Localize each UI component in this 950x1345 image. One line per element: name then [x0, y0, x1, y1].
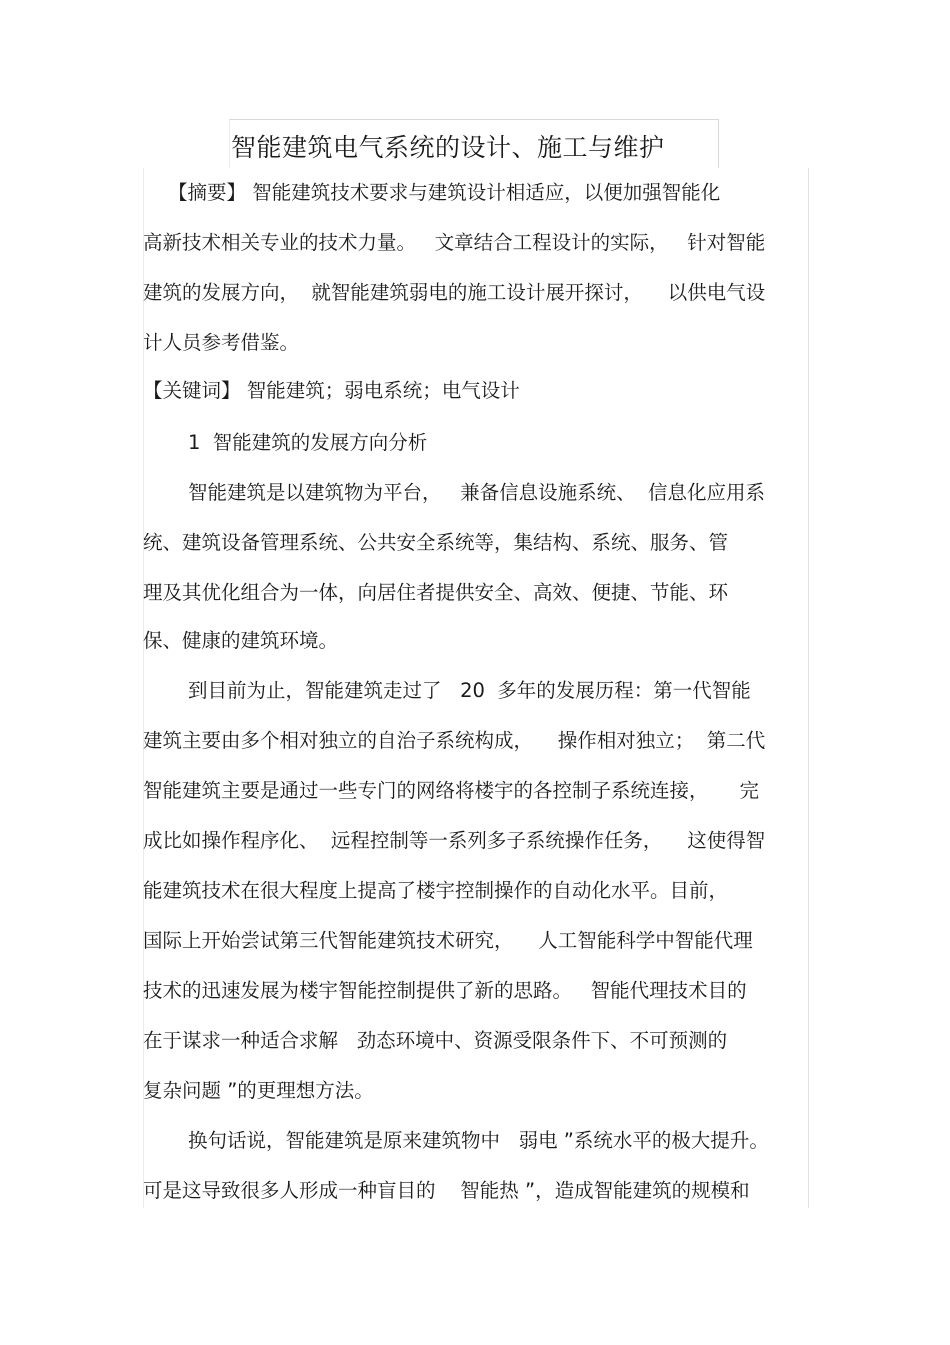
text-line: 到目前为止，智能建筑走过了 20 多年的发展历程：第一代智能 — [188, 679, 751, 702]
text-line: 计人员参考借鉴。 — [143, 331, 300, 354]
text-line: 智能建筑是以建筑物为平台， 兼备信息设施系统、 信息化应用系 — [188, 481, 765, 504]
text-line: 【摘要】 智能建筑技术要求与建筑设计相适应，以便加强智能化 — [168, 181, 721, 204]
text-line: 在于谋求一种适合求解 劲态环境中、资源受限条件下、不可预测的 — [143, 1029, 728, 1052]
text-line: 【关键词】 智能建筑；弱电系统；电气设计 — [143, 379, 520, 402]
text-line: 能建筑技术在很大程度上提高了楼宇控制操作的自动化水平。目前， — [143, 879, 729, 902]
text-line: 理及其优化组合为一体，向居住者提供安全、高效、便捷、节能、环 — [143, 581, 729, 604]
text-line: 可是这导致很多人形成一种盲目的 智能热 ”，造成智能建筑的规模和 — [143, 1179, 750, 1202]
text-line: 复杂问题 ”的更理想方法。 — [143, 1079, 374, 1102]
text-line: 国际上开始尝试第三代智能建筑技术研究， 人工智能科学中智能代理 — [143, 929, 753, 952]
text-line: 保、健康的建筑环境。 — [143, 629, 339, 652]
text-line: 建筑主要由多个相对独立的自治子系统构成， 操作相对独立； 第二代 — [143, 729, 766, 752]
text-line: 技术的迅速发展为楼宇智能控制提供了新的思路。 智能代理技术目的 — [143, 979, 747, 1002]
text-line: 高新技术相关专业的技术力量。 文章结合工程设计的实际， 针对智能 — [143, 231, 766, 254]
section-heading: 1 智能建筑的发展方向分析 — [188, 431, 428, 454]
text-line: 换句话说，智能建筑是原来建筑物中 弱电 ”系统水平的极大提升。 — [188, 1129, 769, 1152]
document-title: 智能建筑电气系统的设计、施工与维护 — [231, 133, 665, 162]
text-line: 智能建筑主要是通过一些专门的网络将楼宇的各控制子系统连接， 完 — [143, 779, 759, 802]
text-line: 建筑的发展方向， 就智能建筑弱电的施工设计展开探讨， 以供电气设 — [143, 281, 766, 304]
text-line: 成比如操作程序化、 远程控制等一系列多子系统操作任务， 这使得智 — [143, 829, 766, 852]
text-line: 统、建筑设备管理系统、公共安全系统等，集结构、系统、服务、管 — [143, 531, 729, 554]
